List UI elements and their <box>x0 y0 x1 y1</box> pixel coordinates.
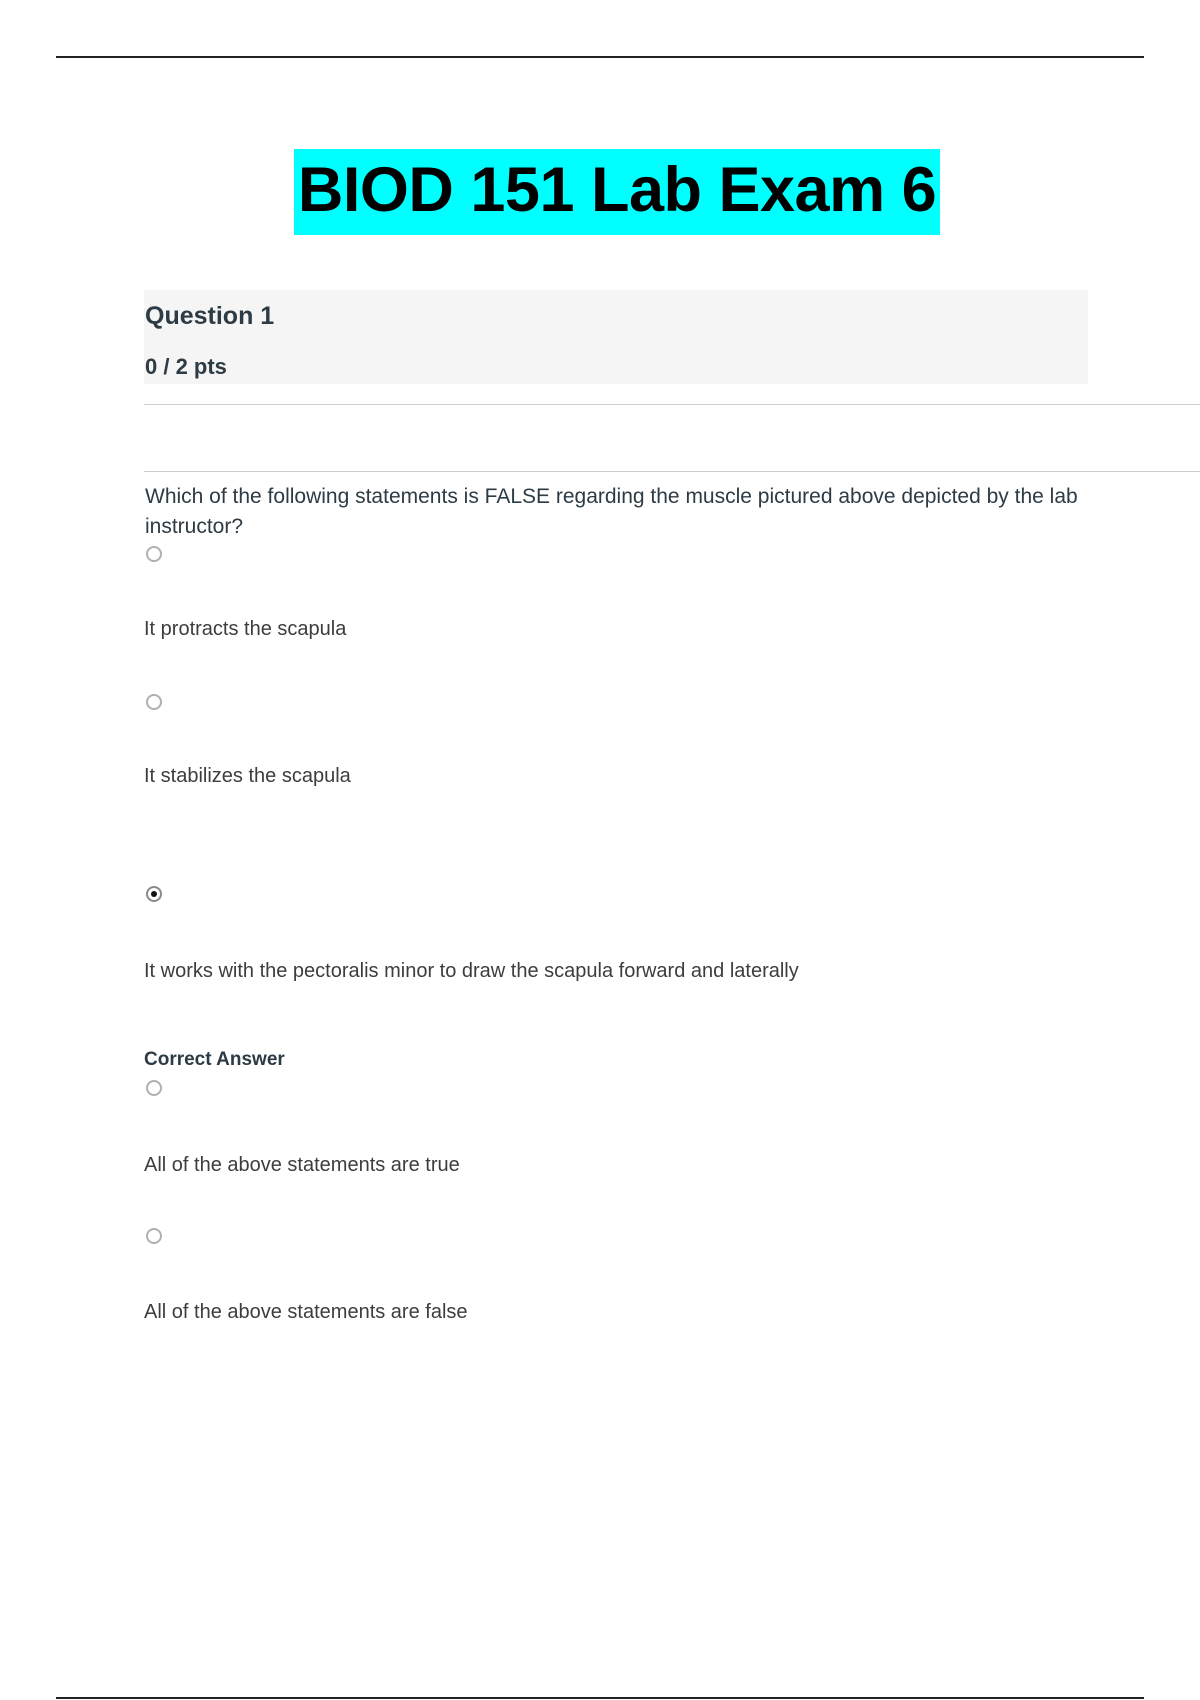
answer-label-4: All of the above statements are true <box>144 1154 460 1176</box>
correct-answer-label: Correct Answer <box>144 1049 285 1070</box>
question-header <box>144 290 1088 384</box>
header-divider <box>144 404 1200 405</box>
document-title: BIOD 151 Lab Exam 6 <box>294 149 940 235</box>
answer-radio-2[interactable] <box>146 694 162 710</box>
question-divider <box>144 471 1200 472</box>
title-container <box>0 149 1200 235</box>
answer-label-5: All of the above statements are false <box>144 1301 468 1323</box>
question-text: Which of the following statements is FALSE regarding the muscle pictured above depicted by the lab instructor? <box>145 485 1078 538</box>
question-points: 0 / 2 pts <box>145 354 227 379</box>
answer-label-2: It stabilizes the scapula <box>144 765 351 787</box>
answer-label-3: It works with the pectoralis minor to draw the scapula forward and laterally <box>144 960 799 982</box>
answer-radio-5[interactable] <box>146 1228 162 1244</box>
bottom-rule <box>56 1697 1144 1699</box>
top-rule <box>56 56 1144 58</box>
answer-label-1: It protracts the scapula <box>144 618 347 640</box>
answer-radio-1[interactable] <box>146 546 162 562</box>
answer-radio-3-selected[interactable] <box>146 886 162 902</box>
question-title: Question 1 <box>145 302 275 330</box>
answer-radio-4[interactable] <box>146 1080 162 1096</box>
